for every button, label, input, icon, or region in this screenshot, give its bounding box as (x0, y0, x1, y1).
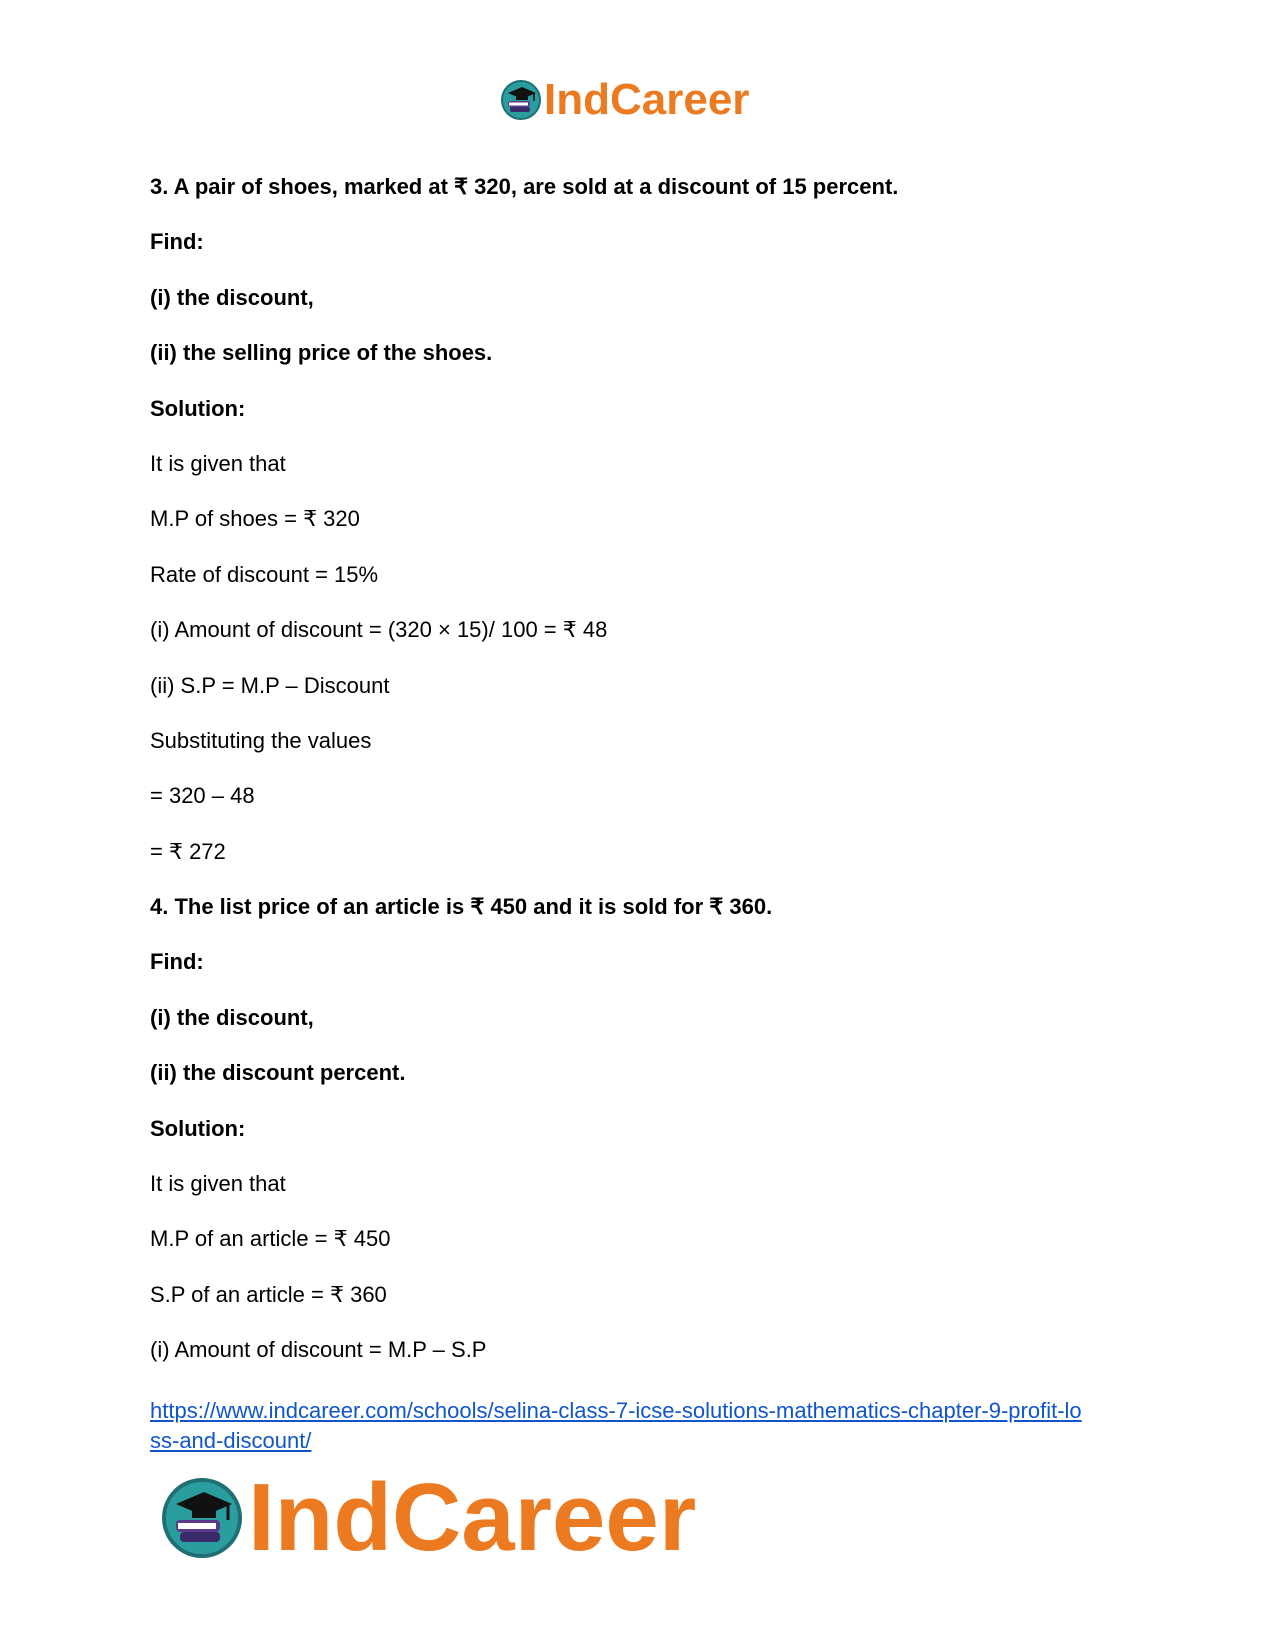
solution-line: It is given that (150, 450, 286, 476)
solution-label: Solution: (150, 1115, 246, 1141)
solution-line: M.P of shoes = ₹ 320 (150, 506, 360, 532)
graduation-book-icon (160, 1476, 244, 1560)
question-part: (i) the discount, (150, 1004, 314, 1030)
logo-text: IndCareer (544, 75, 750, 124)
solution-line: = 320 – 48 (150, 783, 255, 809)
indcareer-logo-header (500, 75, 750, 124)
question-4-statement: 4. The list price of an article is ₹ 450 and it is sold for ₹ 360. (150, 894, 773, 920)
solution-label: Solution: (150, 395, 246, 421)
solution-line: S.P of an article = ₹ 360 (150, 1281, 387, 1307)
find-label: Find: (150, 229, 204, 255)
solution-line: It is given that (150, 1171, 286, 1197)
solution-line: M.P of an article = ₹ 450 (150, 1226, 391, 1252)
source-link-line-2[interactable]: ss-and-discount/ (150, 1428, 312, 1453)
solution-line: Substituting the values (150, 727, 372, 753)
indcareer-logo-footer (160, 1464, 697, 1571)
source-link-line-1[interactable]: https://www.indcareer.com/schools/selina-class-7-icse-solutions-mathematics-chapter-9-profit-lo (150, 1398, 1082, 1423)
question-part: (ii) the selling price of the shoes. (150, 340, 493, 366)
question-3-statement: 3. A pair of shoes, marked at ₹ 320, are sold at a discount of 15 percent. (150, 174, 899, 199)
logo-text: IndCareer (248, 1464, 697, 1571)
graduation-book-icon (500, 79, 542, 121)
question-part: (i) the discount, (150, 284, 314, 310)
question-part: (ii) the discount percent. (150, 1060, 406, 1086)
source-link[interactable] (150, 1396, 1130, 1456)
solution-line: (i) Amount of discount = M.P – S.P (150, 1337, 487, 1363)
solution-line: (i) Amount of discount = (320 × 15)/ 100 = ₹ 48 (150, 617, 608, 643)
find-label: Find: (150, 949, 204, 975)
solution-line: = ₹ 272 (150, 838, 226, 864)
document-content (150, 174, 1130, 1393)
solution-line: (ii) S.P = M.P – Discount (150, 672, 390, 698)
solution-line: Rate of discount = 15% (150, 561, 379, 587)
